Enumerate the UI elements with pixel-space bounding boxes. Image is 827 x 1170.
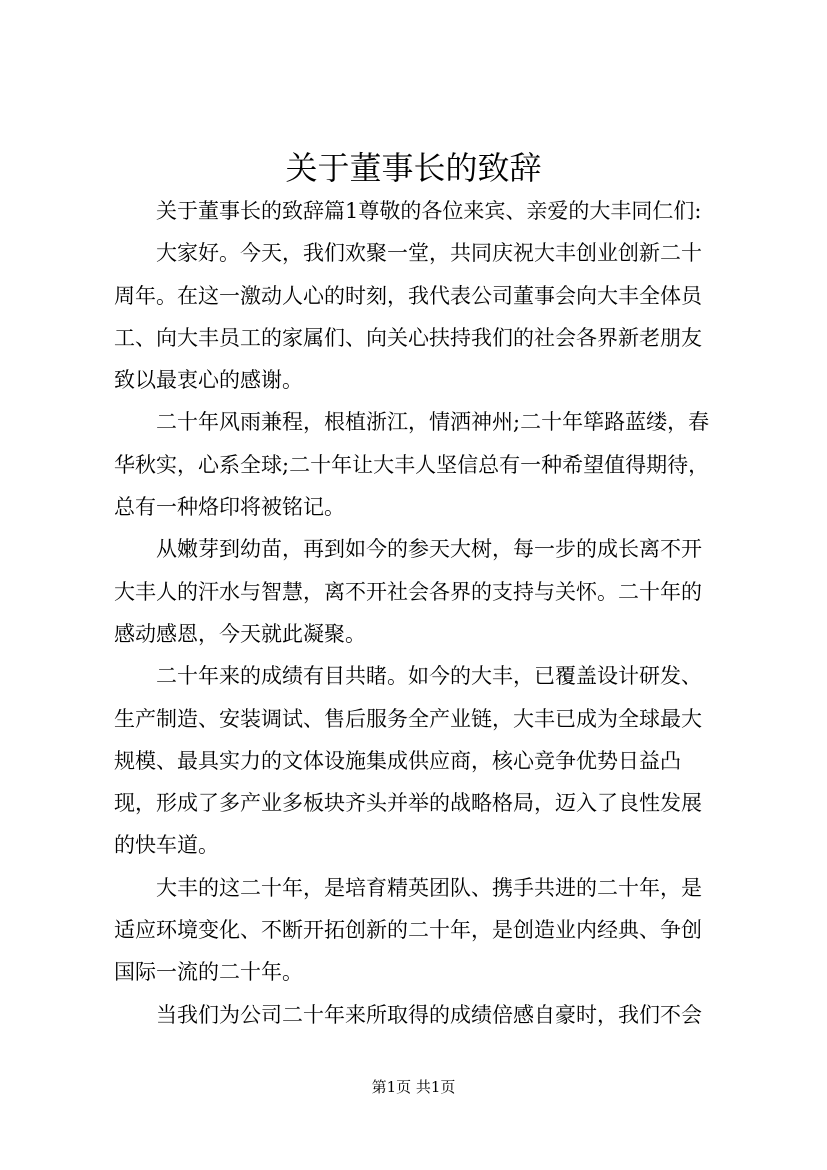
document-body bbox=[114, 190, 714, 1036]
document-title: 关于董事长的致辞 bbox=[285, 149, 542, 187]
paragraph-3: 二十年风雨兼程，根植浙江，情洒神州;二十年筚路蓝缕，春华秋实，心系全球;二十年让大丰人坚信总有一种希望值得期待，总有一种烙印将被铭记。 bbox=[114, 410, 710, 520]
paragraph-4: 从嫩芽到幼苗，再到如今的参天大树，每一步的成长离不开大丰人的汗水与智慧，离不开社会各界的支持与关怀。二十年的感动感恩，今天就此凝聚。 bbox=[114, 537, 702, 646]
paragraph-5: 二十年来的成绩有目共睹。如今的大丰，已覆盖设计研发、生产制造、安装调试、售后服务全产业链，大丰已成为全球最大规模、最具实力的文体设施集成供应商，核心竞争优势日益凸现，形成了多产业多板块齐头并举的战略格局，迈入了良性发展的快车道。 bbox=[114, 664, 702, 858]
paragraph-7: 当我们为公司二十年来所取得的成绩倍感自豪时，我们不会 bbox=[156, 1002, 702, 1027]
page-footer: 第1页 共1页 bbox=[371, 1078, 456, 1096]
paragraph-6: 大丰的这二十年，是培育精英团队、携手共进的二十年，是适应环境变化、不断开拓创新的二十年，是创造业内经典、争创国际一流的二十年。 bbox=[114, 875, 702, 985]
paragraph-1: 关于董事长的致辞篇1尊敬的各位来宾、亲爱的大丰同仁们: bbox=[156, 199, 702, 223]
paragraph-2: 大家好。今天，我们欢聚一堂，共同庆祝大丰创业创新二十周年。在这一激动人心的时刻，我代表公司董事会向大丰全体员工、向大丰员工的家属们、向关心扶持我们的社会各界新老朋友致以最衷心的感谢。 bbox=[114, 241, 702, 393]
